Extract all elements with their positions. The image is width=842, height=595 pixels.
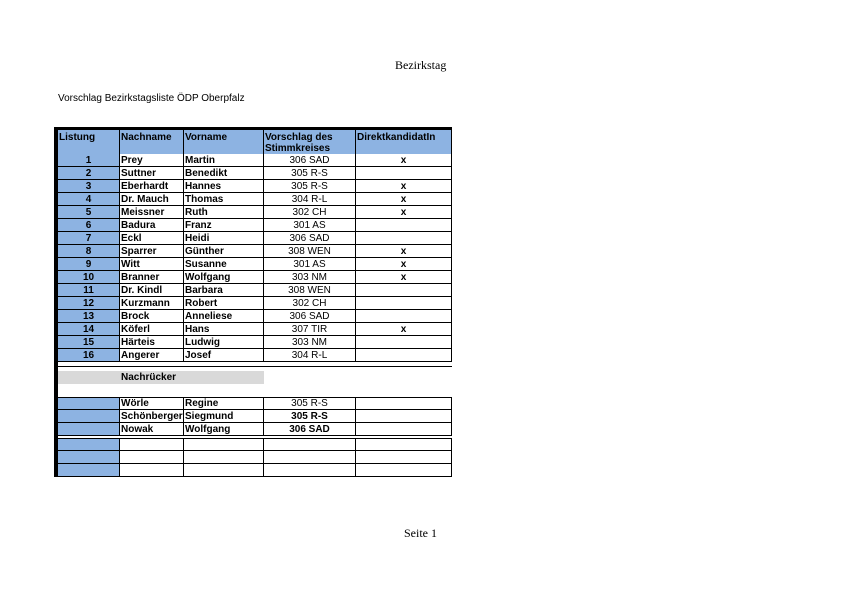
empty-cell (58, 464, 120, 476)
row-nachname: Meissner (120, 206, 184, 218)
header-vorschlag: Vorschlag des Stimmkreises (264, 130, 356, 154)
row-stimmkreis: 304 R-L (264, 349, 356, 361)
page-footer: Seite 1 (404, 526, 437, 540)
row-stimmkreis: 305 R-S (264, 410, 356, 422)
row-vorname: Thomas (184, 193, 264, 205)
table-row (58, 310, 452, 323)
row-direktkandidat: x (356, 180, 452, 192)
row-number: 16 (58, 349, 120, 361)
nachruecker-label: Nachrücker (121, 372, 177, 383)
table-row (58, 297, 452, 310)
row-vorname: Siegmund (184, 410, 264, 422)
empty-cell (356, 464, 452, 476)
row-direktkandidat (356, 232, 452, 244)
row-number: 10 (58, 271, 120, 283)
row-vorname: Martin (184, 154, 264, 166)
empty-cell (264, 451, 356, 463)
empty-row (58, 438, 452, 451)
table-row (58, 336, 452, 349)
row-stimmkreis: 302 CH (264, 206, 356, 218)
row-number (58, 410, 120, 422)
table-row (58, 167, 452, 180)
empty-row (58, 464, 452, 477)
empty-cell (184, 464, 264, 476)
row-number: 11 (58, 284, 120, 296)
header-vorname: Vorname (184, 130, 264, 154)
table-row (58, 258, 452, 271)
row-nachname: Badura (120, 219, 184, 231)
row-direktkandidat (356, 219, 452, 231)
row-stimmkreis: 306 SAD (264, 310, 356, 322)
row-nachname: Dr. Mauch (120, 193, 184, 205)
row-direktkandidat (356, 310, 452, 322)
header-listung: Listung (58, 130, 120, 154)
row-number: 7 (58, 232, 120, 244)
nachruecker-row (58, 410, 452, 423)
row-number: 8 (58, 245, 120, 257)
row-direktkandidat: x (356, 258, 452, 270)
row-direktkandidat (356, 423, 452, 435)
row-number (58, 423, 120, 435)
row-vorname: Barbara (184, 284, 264, 296)
row-nachname: Suttner (120, 167, 184, 179)
row-nachname: Witt (120, 258, 184, 270)
row-vorname: Hans (184, 323, 264, 335)
row-vorname: Wolfgang (184, 423, 264, 435)
row-vorname: Wolfgang (184, 271, 264, 283)
empty-cell (356, 439, 452, 450)
empty-cell (120, 464, 184, 476)
row-vorname: Ludwig (184, 336, 264, 348)
empty-cell (58, 451, 120, 463)
row-number: 4 (58, 193, 120, 205)
nachruecker-row (58, 397, 452, 410)
table-row (58, 271, 452, 284)
empty-cell (58, 439, 120, 450)
row-nachname: Härteis (120, 336, 184, 348)
row-nachname: Brock (120, 310, 184, 322)
row-stimmkreis: 305 R-S (264, 167, 356, 179)
row-number: 13 (58, 310, 120, 322)
row-stimmkreis: 303 NM (264, 271, 356, 283)
empty-cell (264, 464, 356, 476)
table-row (58, 349, 452, 362)
row-stimmkreis: 308 WEN (264, 284, 356, 296)
row-nachname: Dr. Kindl (120, 284, 184, 296)
table-row (58, 193, 452, 206)
empty-cell (120, 451, 184, 463)
table-row (58, 154, 452, 167)
header-nachname: Nachname (120, 130, 184, 154)
row-direktkandidat: x (356, 323, 452, 335)
row-vorname: Robert (184, 297, 264, 309)
row-nachname: Wörle (120, 398, 184, 409)
row-nachname: Eberhardt (120, 180, 184, 192)
row-number: 9 (58, 258, 120, 270)
row-direktkandidat (356, 398, 452, 409)
row-stimmkreis: 303 NM (264, 336, 356, 348)
row-vorname: Günther (184, 245, 264, 257)
table-header-row (58, 130, 452, 154)
row-number: 14 (58, 323, 120, 335)
row-stimmkreis: 306 SAD (264, 423, 356, 435)
row-vorname: Hannes (184, 180, 264, 192)
candidate-table (54, 127, 452, 477)
row-direktkandidat: x (356, 193, 452, 205)
row-direktkandidat: x (356, 245, 452, 257)
row-vorname: Ruth (184, 206, 264, 218)
row-vorname: Josef (184, 349, 264, 361)
row-direktkandidat (356, 297, 452, 309)
row-number: 1 (58, 154, 120, 166)
document-subtitle: Vorschlag Bezirkstagsliste ÖDP Oberpfalz (58, 93, 245, 104)
row-number: 12 (58, 297, 120, 309)
table-row (58, 180, 452, 193)
row-vorname: Susanne (184, 258, 264, 270)
row-number: 15 (58, 336, 120, 348)
row-direktkandidat (356, 284, 452, 296)
row-stimmkreis: 307 TIR (264, 323, 356, 335)
row-nachname: Branner (120, 271, 184, 283)
row-number: 3 (58, 180, 120, 192)
row-number: 2 (58, 167, 120, 179)
empty-cell (264, 439, 356, 450)
row-vorname: Franz (184, 219, 264, 231)
row-stimmkreis: 305 R-S (264, 398, 356, 409)
table-row (58, 219, 452, 232)
empty-cell (184, 451, 264, 463)
table-row (58, 284, 452, 297)
empty-cell (120, 439, 184, 450)
row-nachname: Eckl (120, 232, 184, 244)
row-vorname: Anneliese (184, 310, 264, 322)
row-stimmkreis: 302 CH (264, 297, 356, 309)
row-stimmkreis: 304 R-L (264, 193, 356, 205)
row-number: 5 (58, 206, 120, 218)
row-stimmkreis: 301 AS (264, 219, 356, 231)
nachruecker-row (58, 423, 452, 436)
row-stimmkreis: 308 WEN (264, 245, 356, 257)
row-direktkandidat: x (356, 271, 452, 283)
page-header: Bezirkstag (395, 58, 447, 72)
row-direktkandidat (356, 167, 452, 179)
header-direktkandidat: DirektkandidatIn (356, 130, 452, 154)
row-nachname: Angerer (120, 349, 184, 361)
row-nachname: Schönberger (121, 410, 183, 422)
row-nachname: Kurzmann (120, 297, 184, 309)
row-nachname: Köferl (120, 323, 184, 335)
table-row (58, 323, 452, 336)
row-direktkandidat: x (356, 206, 452, 218)
table-row (58, 245, 452, 258)
row-nachname: Sparrer (120, 245, 184, 257)
row-vorname: Heidi (184, 232, 264, 244)
empty-cell (356, 451, 452, 463)
table-row (58, 206, 452, 219)
row-stimmkreis: 301 AS (264, 258, 356, 270)
row-nachname: Nowak (120, 423, 184, 435)
row-direktkandidat (356, 336, 452, 348)
empty-cell (184, 439, 264, 450)
row-vorname: Benedikt (184, 167, 264, 179)
row-number: 6 (58, 219, 120, 231)
row-number (58, 398, 120, 409)
table-row (58, 232, 452, 245)
row-nachname: Prey (120, 154, 184, 166)
row-direktkandidat: x (356, 154, 452, 166)
row-stimmkreis: 306 SAD (264, 154, 356, 166)
row-vorname: Regine (184, 398, 264, 409)
row-direktkandidat (356, 349, 452, 361)
empty-row (58, 451, 452, 464)
row-direktkandidat (356, 410, 452, 422)
section-divider (58, 366, 452, 367)
row-stimmkreis: 305 R-S (264, 180, 356, 192)
row-stimmkreis: 306 SAD (264, 232, 356, 244)
